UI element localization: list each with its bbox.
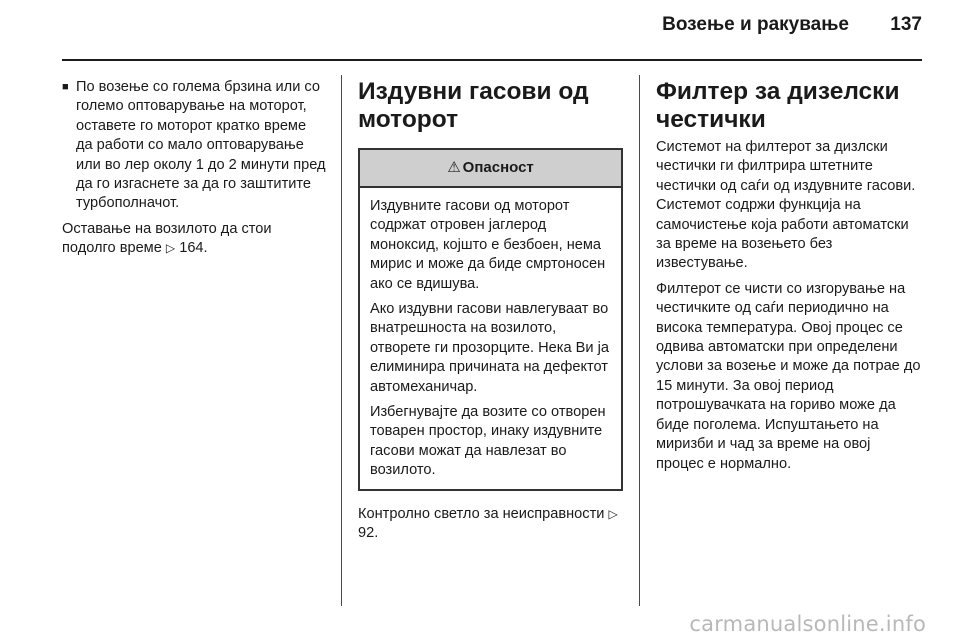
danger-paragraph: Избегнувајте да возите со отворен товарен простор, инаку издувните гасови можат да навлезат во возилото.: [370, 404, 606, 479]
paragraph-text: Оставање на возилото да стои подолго време: [62, 220, 272, 257]
warning-triangle-icon: ⚠: [447, 159, 461, 176]
danger-box-title: Опасност: [462, 159, 534, 176]
paragraph: Системот на филтерот за дизлски честички ги филтрира штетните честички од саѓи од издувните гасови. Системот содржи функција на самочистење која работи автоматски за време на возењето без известување.: [656, 139, 916, 272]
column-3: [656, 78, 922, 480]
bullet-item: [62, 78, 326, 220]
paragraph-parking: [62, 220, 326, 259]
watermark: carmanualsonline.info: [689, 612, 926, 636]
header-rule: [62, 59, 922, 61]
square-bullet-icon: ■: [62, 81, 69, 93]
bullet-text: По возење со голема брзина или со големо оптоварување на моторот, оставете го моторот кратко време да работи со мало оптоварување или во лер околу 1 до 2 минути пред да го изгаснете за да го заштитите турбополначот.: [76, 79, 326, 212]
column-divider-2: [639, 75, 640, 606]
page-reference-link[interactable]: 92.: [358, 525, 379, 542]
page-header: [662, 14, 922, 36]
page-reference-icon: ▷: [165, 241, 176, 256]
danger-box: [358, 148, 623, 491]
page-reference-link[interactable]: 164.: [179, 240, 208, 257]
danger-box-header: [360, 150, 621, 188]
paragraph-text: Контролно светло за неисправности: [358, 505, 605, 522]
section-heading-diesel-filter: Филтер за дизелски честички: [656, 78, 900, 133]
danger-paragraph: Издувните гасови од моторот содржат отровен јаглерод моноксид, којшто е безбоен, нема мирис и може да биде смртоносен ако се вдишува.: [370, 198, 606, 292]
page-reference-icon: ▷: [608, 506, 618, 521]
section-title: Возење и ракување: [662, 14, 850, 35]
paragraph: Филтерот се чисти со изгорување на честичките од саѓи периодично на висока температура. Овој процес се одвива автоматски при определени услови за возење и може да потрае до 15 минути. За овој период потрошувачката на гориво може да биде поголема. Испуштањето на миризби и чад за време на овој процес е нормално.: [656, 280, 921, 472]
danger-box-body: [360, 188, 621, 489]
danger-paragraph: Ако издувни гасови навлегуваат во внатрешноста на возилото, отворете ги прозорците. Нека Ви ја елиминира причината на дефектот автомеханичар.: [370, 301, 609, 395]
page-number: 137: [890, 14, 922, 35]
column-divider-1: [341, 75, 342, 606]
paragraph-malfunction-light: [358, 505, 623, 544]
column-2: [358, 78, 623, 550]
column-1: [62, 78, 326, 265]
section-heading-exhaust: Издувни гасови од моторот: [358, 78, 589, 133]
